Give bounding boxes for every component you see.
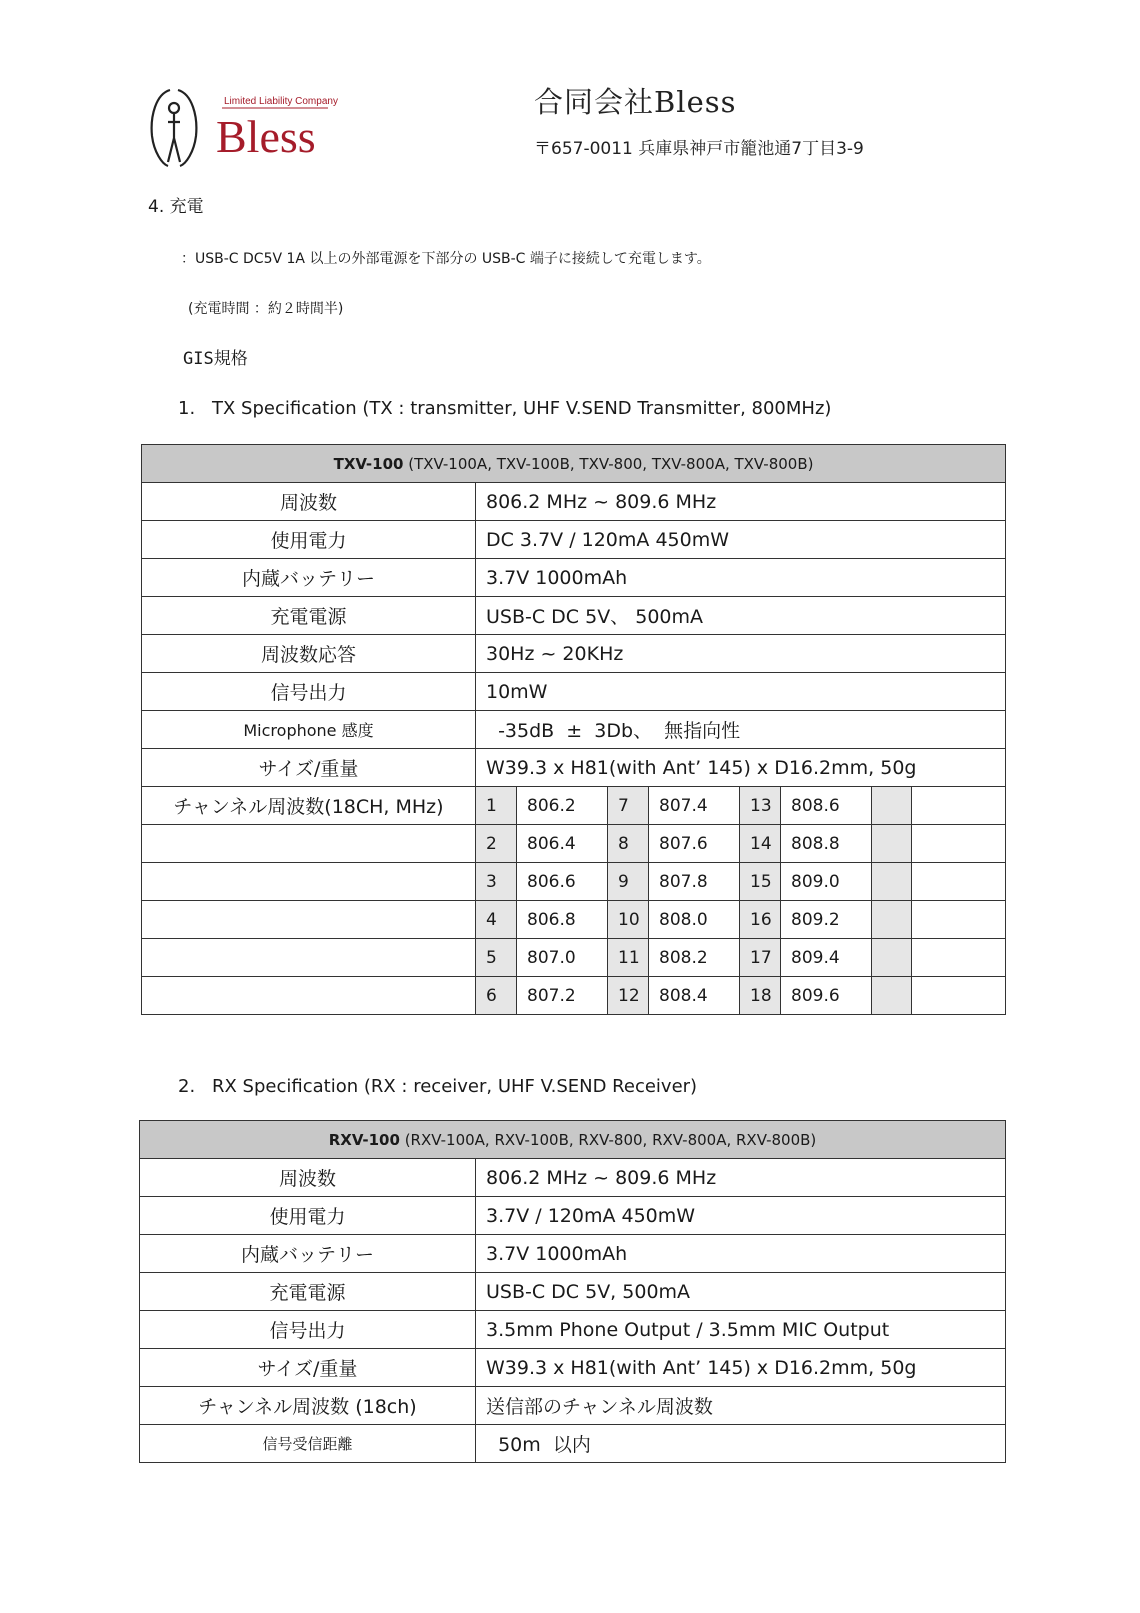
table-row: [142, 977, 1006, 1015]
empty-cell: [912, 977, 1006, 1015]
empty-cell: [142, 939, 476, 977]
table-row: [142, 863, 1006, 901]
table-row: [142, 825, 1006, 863]
tx-model-variants: (TXV-100A, TXV-100B, TXV-800, TXV-800A, TXV-800B): [403, 454, 814, 473]
channel-number: 14: [740, 825, 781, 863]
channel-frequency: 809.4: [781, 939, 872, 977]
channel-number: 11: [608, 939, 649, 977]
channel-frequency: 809.0: [781, 863, 872, 901]
rx-row-label: 周波数: [140, 1159, 476, 1197]
tx-row-value: W39.3 x H81(with Ant’ 145) x D16.2mm, 50g: [476, 749, 1006, 787]
tx-row-label: 内蔵バッテリー: [142, 559, 476, 597]
channel-frequency: 806.2: [517, 787, 608, 825]
empty-cell: [872, 977, 912, 1015]
channel-number: 18: [740, 977, 781, 1015]
channel-number: 12: [608, 977, 649, 1015]
channel-number: 17: [740, 939, 781, 977]
table-row: [142, 597, 1006, 635]
tx-row-value: -35dB ± 3Db、 無指向性: [476, 711, 1006, 749]
channel-frequency: 807.0: [517, 939, 608, 977]
empty-cell: [872, 863, 912, 901]
channel-frequency: 808.4: [649, 977, 740, 1015]
channel-number: 1: [476, 787, 517, 825]
tx-row-value: USB-C DC 5V、 500mA: [476, 597, 1006, 635]
tx-row-label: 周波数: [142, 483, 476, 521]
logo-tagline: Limited Liability Company: [224, 96, 338, 107]
table-row: [142, 673, 1006, 711]
logo-figure-icon: [152, 90, 197, 166]
tx-row-label: 信号出力: [142, 673, 476, 711]
tx-spec-heading: [178, 398, 831, 419]
rx-row-value: 3.7V / 120mA 450mW: [476, 1197, 1006, 1235]
rx-model-variants: (RXV-100A, RXV-100B, RXV-800, RXV-800A, RXV-800B): [399, 1130, 817, 1149]
rx-row-value: 送信部のチャンネル周波数: [476, 1387, 1006, 1425]
channel-frequency: 807.8: [649, 863, 740, 901]
tx-row-value: 3.7V 1000mAh: [476, 559, 1006, 597]
company-address: 〒657-0011 兵庫県神戸市籠池通7丁目3-9: [534, 139, 864, 159]
channel-number: 4: [476, 901, 517, 939]
channel-number: 13: [740, 787, 781, 825]
rx-table-header: [140, 1121, 1006, 1159]
empty-cell: [912, 901, 1006, 939]
rx-row-value: USB-C DC 5V, 500mA: [476, 1273, 1006, 1311]
channel-number: 3: [476, 863, 517, 901]
rx-row-label: チャンネル周波数 (18ch): [140, 1387, 476, 1425]
rx-row-value: W39.3 x H81(with Ant’ 145) x D16.2mm, 50g: [476, 1349, 1006, 1387]
channel-frequency: 806.8: [517, 901, 608, 939]
table-row: [142, 939, 1006, 977]
channel-number: 15: [740, 863, 781, 901]
table-row: [142, 635, 1006, 673]
empty-cell: [142, 901, 476, 939]
channel-frequency: 806.6: [517, 863, 608, 901]
table-row: [142, 711, 1006, 749]
empty-cell: [912, 939, 1006, 977]
rx-row-value: 50m 以内: [476, 1425, 1006, 1463]
table-row: [140, 1311, 1006, 1349]
rx-spec-table: [139, 1120, 1006, 1463]
channel-number: 5: [476, 939, 517, 977]
empty-cell: [912, 787, 1006, 825]
company-logo: [148, 86, 348, 172]
tx-heading-number: 1.: [178, 398, 196, 419]
rx-model: RXV-100: [328, 1130, 400, 1149]
table-row: [140, 1197, 1006, 1235]
table-row: [142, 521, 1006, 559]
rx-row-value: 3.7V 1000mAh: [476, 1235, 1006, 1273]
table-row: [142, 901, 1006, 939]
empty-cell: [912, 825, 1006, 863]
channel-number: 9: [608, 863, 649, 901]
tx-model: TXV-100: [333, 454, 404, 473]
channel-number: 10: [608, 901, 649, 939]
table-row: [140, 1387, 1006, 1425]
channel-frequency: 809.2: [781, 901, 872, 939]
empty-cell: [872, 939, 912, 977]
charging-note: ：USB-C DC5V 1A 以上の外部電源を下部分の USB-C 端子に接続して充電します。: [181, 251, 711, 267]
channel-number: 6: [476, 977, 517, 1015]
channel-frequency: 806.4: [517, 825, 608, 863]
channel-frequency: 807.6: [649, 825, 740, 863]
tx-spec-table: [141, 444, 1006, 1015]
tx-row-value: 806.2 MHz ~ 809.6 MHz: [476, 483, 1006, 521]
empty-cell: [142, 977, 476, 1015]
channel-number: 2: [476, 825, 517, 863]
tx-row-label: Microphone 感度: [142, 711, 476, 749]
table-row: [140, 1273, 1006, 1311]
rx-spec-heading: [178, 1076, 697, 1097]
gis-title: GIS規格: [183, 349, 248, 369]
tx-row-label: 使用電力: [142, 521, 476, 559]
logo-wordmark: Bless: [216, 111, 316, 162]
table-row: [140, 1235, 1006, 1273]
rx-row-label: 信号受信距離: [140, 1425, 476, 1463]
tx-table-header: [142, 445, 1006, 483]
rx-heading-number: 2.: [178, 1076, 196, 1097]
channel-number: 8: [608, 825, 649, 863]
empty-cell: [872, 787, 912, 825]
rx-row-label: 充電電源: [140, 1273, 476, 1311]
table-row: [140, 1349, 1006, 1387]
channel-frequency: 808.6: [781, 787, 872, 825]
channel-frequency: 808.2: [649, 939, 740, 977]
table-row: [140, 1159, 1006, 1197]
rx-row-label: サイズ/重量: [140, 1349, 476, 1387]
channel-number: 7: [608, 787, 649, 825]
charging-heading: 4. 充電: [148, 197, 204, 217]
table-row: [140, 1425, 1006, 1463]
tx-row-value: 10mW: [476, 673, 1006, 711]
table-row: [142, 787, 1006, 825]
company-name: 合同会社Bless: [534, 85, 737, 119]
tx-channel-label: チャンネル周波数(18CH, MHz): [142, 787, 476, 825]
channel-frequency: 808.0: [649, 901, 740, 939]
table-row: [142, 749, 1006, 787]
table-row: [142, 559, 1006, 597]
tx-row-label: 充電電源: [142, 597, 476, 635]
tx-row-value: DC 3.7V / 120mA 450mW: [476, 521, 1006, 559]
tx-row-value: 30Hz ~ 20KHz: [476, 635, 1006, 673]
rx-row-label: 使用電力: [140, 1197, 476, 1235]
rx-row-label: 信号出力: [140, 1311, 476, 1349]
empty-cell: [872, 825, 912, 863]
tx-row-label: 周波数応答: [142, 635, 476, 673]
rx-row-label: 内蔵バッテリー: [140, 1235, 476, 1273]
rx-row-value: 3.5mm Phone Output / 3.5mm MIC Output: [476, 1311, 1006, 1349]
empty-cell: [872, 901, 912, 939]
tx-row-label: サイズ/重量: [142, 749, 476, 787]
tx-heading-text: TX Specification (TX : transmitter, UHF V.SEND Transmitter, 800MHz): [212, 398, 832, 419]
channel-frequency: 807.2: [517, 977, 608, 1015]
channel-frequency: 809.6: [781, 977, 872, 1015]
rx-heading-text: RX Specification (RX : receiver, UHF V.SEND Receiver): [212, 1076, 698, 1097]
rx-row-value: 806.2 MHz ~ 809.6 MHz: [476, 1159, 1006, 1197]
charging-time: (充電時間 ：約２時間半): [188, 301, 344, 317]
channel-frequency: 807.4: [649, 787, 740, 825]
channel-number: 16: [740, 901, 781, 939]
empty-cell: [912, 863, 1006, 901]
table-row: [142, 483, 1006, 521]
channel-frequency: 808.8: [781, 825, 872, 863]
empty-cell: [142, 863, 476, 901]
empty-cell: [142, 825, 476, 863]
